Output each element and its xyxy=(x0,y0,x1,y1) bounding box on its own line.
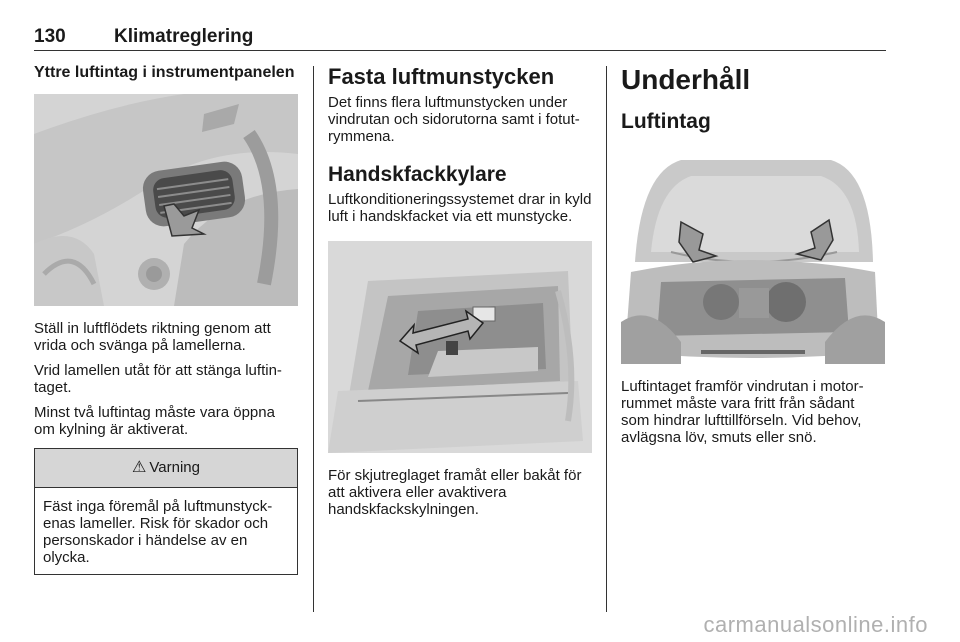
paragraph: Luftkonditioneringssystemet drar in kyld luft i handskfacket via ett munstycke. xyxy=(328,191,592,225)
warning-header xyxy=(35,449,297,488)
warning-title: Varning xyxy=(149,459,200,476)
section-heading-dashboard-vents: Yttre luftintag i instrumentpanelen xyxy=(34,64,295,81)
column-3 xyxy=(621,64,885,454)
paragraph: Luftintaget framför vindrutan i motor-rummet måste vara fritt från sådant som hindrar lufttillförseln. Vid behov, avlägsna löv, smuts eller snö. xyxy=(621,378,864,446)
warning-box xyxy=(34,448,298,575)
paragraph: För skjutreglaget framåt eller bakåt för att aktivera eller avaktivera handskfackskylningen. xyxy=(328,467,582,518)
warning-triangle-icon: ⚠ xyxy=(132,459,147,476)
chapter-title: Klimatreglering xyxy=(114,26,254,47)
engine-bay-illustration xyxy=(621,152,885,364)
page-header xyxy=(34,26,886,52)
paragraph: Ställ in luftflödets riktning genom att vrida och svänga på lamellerna. xyxy=(34,320,271,354)
column-1 xyxy=(34,64,298,575)
column-divider xyxy=(606,66,607,612)
header-rule xyxy=(34,50,886,51)
page-number: 130 xyxy=(34,26,66,47)
warning-body xyxy=(35,488,297,574)
paragraph: Det finns flera luftmunstycken under vindrutan och sidorutorna samt i fotut-rymmena. xyxy=(328,94,580,145)
paragraph: Vrid lamellen utåt för att stänga luftin-taget. xyxy=(34,362,282,396)
dashboard-vent-illustration xyxy=(34,94,298,306)
section-heading-air-intake: Luftintag xyxy=(621,110,711,133)
paragraph: Minst två luftintag måste vara öppna om kylning är aktiverat. xyxy=(34,404,275,438)
column-divider xyxy=(313,66,314,612)
watermark: carmanualsonline.info xyxy=(703,612,928,637)
section-heading-glovebox-cooler: Handskfackkylare xyxy=(328,163,507,186)
warning-text: Fäst inga föremål på luftmunstyck-enas lameller. Risk för skador och personskador i händelse av en olycka. xyxy=(43,498,273,566)
section-heading-fixed-vents: Fasta luftmunstycken xyxy=(328,64,555,89)
column-2 xyxy=(328,64,592,526)
glovebox-illustration xyxy=(328,241,592,453)
section-heading-maintenance: Underhåll xyxy=(621,64,751,95)
